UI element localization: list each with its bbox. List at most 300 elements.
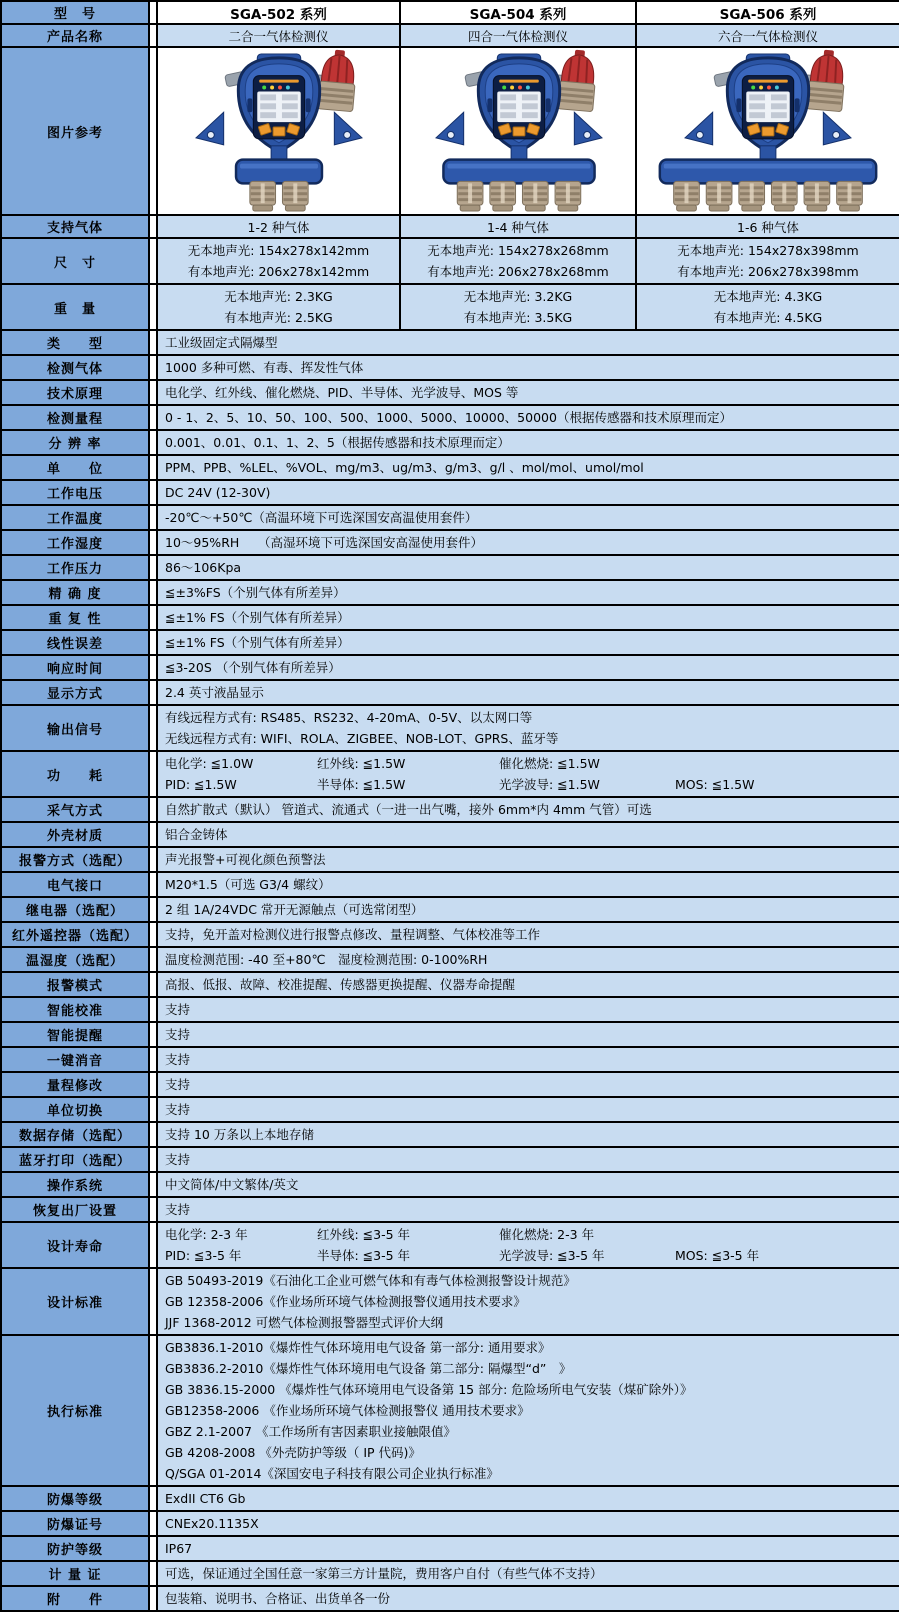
row-value-protection-grade	[157, 1536, 899, 1561]
value-line: 支持	[165, 1077, 191, 1092]
value-line: -20℃～+50℃（高温环境下可选深国安高温使用套件）	[165, 510, 478, 525]
column-gap	[149, 1172, 157, 1197]
sensor-cylinder-icon	[771, 181, 797, 211]
row-label-work-humidity: 工作湿度	[1, 530, 149, 555]
product-image-cell-2	[636, 47, 899, 215]
value-line: 无本地声光: 154x278x268mm	[427, 243, 609, 258]
value-segment: 电化学: ≦1.0W	[165, 756, 254, 771]
value-line: ≦±1% FS（个别气体有所差异）	[165, 635, 350, 650]
column-gap	[149, 1268, 157, 1335]
table-row-linearity	[1, 630, 899, 655]
column-gap	[149, 330, 157, 355]
row-label-weight: 重 量	[1, 284, 149, 330]
value-line: 无线远程方式有: WIFI、ROLA、ZIGBEE、NOB-LOT、GPRS、蓝牙等	[165, 731, 559, 746]
row-value-supported-gases-2: 1-6 种气体	[636, 215, 899, 238]
row-value-range-modify	[157, 1072, 899, 1097]
row-label-linearity: 线性误差	[1, 630, 149, 655]
column-gap	[149, 1147, 157, 1172]
table-row-protection-grade	[1, 1536, 899, 1561]
column-gap	[149, 1197, 157, 1222]
value-line: GB 3836.15-2000 《爆炸性气体环境用电气设备第 15 部分: 危险场所电气安装（煤矿除外）》	[165, 1382, 693, 1397]
table-row-unit-switch	[1, 1097, 899, 1122]
value-line: Q/SGA 01-2014《深国安电子科技有限公司企业执行标准》	[165, 1466, 499, 1481]
table-row-tech-principle	[1, 380, 899, 405]
column-gap	[149, 430, 157, 455]
row-label-work-temp: 工作温度	[1, 505, 149, 530]
column-gap	[149, 605, 157, 630]
row-label-factory-reset: 恢复出厂设置	[1, 1197, 149, 1222]
row-label-response-time: 响应时间	[1, 655, 149, 680]
row-value-tech-principle	[157, 380, 899, 405]
row-value-smart-calibration	[157, 997, 899, 1022]
value-line	[165, 774, 892, 795]
table-row-metering-cert	[1, 1561, 899, 1586]
row-label-detected-gas: 检测气体	[1, 355, 149, 380]
row-value-resolution	[157, 430, 899, 455]
value-segment: 半导体: ≦3-5 年	[317, 1248, 411, 1263]
value-line: 86～106Kpa	[165, 560, 242, 575]
value-segment: 催化燃烧: 2-3 年	[499, 1227, 595, 1242]
product-image-cell-0	[157, 47, 400, 215]
gas-detector-image	[650, 49, 886, 213]
row-label-product-name: 产品名称	[1, 24, 149, 47]
row-value-repeatability	[157, 605, 899, 630]
table-row-design-standard	[1, 1268, 899, 1335]
column-gap	[149, 1072, 157, 1097]
row-value-work-temp	[157, 505, 899, 530]
value-segment: 光学波导: ≦3-5 年	[499, 1248, 605, 1263]
value-segment: 红外线: ≦3-5 年	[317, 1227, 411, 1242]
table-row-housing	[1, 822, 899, 847]
table-row-response-time	[1, 655, 899, 680]
table-row-electrical-port	[1, 872, 899, 897]
row-value-weight-1	[400, 284, 636, 330]
row-label-os: 操作系统	[1, 1172, 149, 1197]
row-label-voltage: 工作电压	[1, 480, 149, 505]
row-label-smart-reminder: 智能提醒	[1, 1022, 149, 1047]
value-line: 无本地声光: 3.2KG	[463, 289, 573, 304]
table-row-accuracy	[1, 580, 899, 605]
product-image-cell-1	[400, 47, 636, 215]
column-gap	[149, 655, 157, 680]
value-line: 有本地声光: 206x278x142mm	[187, 264, 370, 279]
value-line	[165, 753, 892, 774]
row-label-model: 型 号	[1, 1, 149, 24]
display-screen	[487, 76, 550, 139]
column-gap	[149, 405, 157, 430]
value-line: 声光报警+可视化颜色预警法	[165, 852, 326, 867]
value-line: 中文简体/中文繁体/英文	[165, 1177, 299, 1192]
column-gap	[149, 1586, 157, 1611]
series-header-model-1: SGA-504 系列	[400, 1, 636, 24]
sensor-cylinder-icon	[522, 181, 548, 211]
column-gap	[149, 1022, 157, 1047]
column-gap	[149, 555, 157, 580]
row-value-smart-reminder	[157, 1022, 899, 1047]
sensor-cylinder-icon	[249, 181, 275, 211]
sensor-manifold	[236, 160, 322, 184]
table-row-product-image	[1, 47, 899, 215]
value-line: 高报、低报、故障、校准提醒、传感器更换提醒、仪器寿命提醒	[165, 977, 516, 992]
table-row-dimensions	[1, 238, 899, 284]
value-line: 支持	[165, 1202, 191, 1217]
value-line: 2 组 1A/24VDC 常开无源触点（可选常闭型）	[165, 902, 424, 917]
column-gap	[149, 822, 157, 847]
row-value-relay	[157, 897, 899, 922]
row-label-metering-cert: 计 量 证	[1, 1561, 149, 1586]
row-value-voltage	[157, 480, 899, 505]
column-gap	[149, 1047, 157, 1072]
value-line: 包装箱、说明书、合格证、出货单各一份	[165, 1591, 391, 1606]
row-label-bt-print: 蓝牙打印（选配）	[1, 1147, 149, 1172]
value-segment: PID: ≦1.5W	[165, 777, 237, 792]
row-value-product-name-1: 四合一气体检测仪	[400, 24, 636, 47]
column-gap	[149, 1222, 157, 1268]
table-row-display	[1, 680, 899, 705]
value-line: GB3836.1-2010《爆炸性气体环境用电气设备 第一部分: 通用要求》	[165, 1340, 551, 1355]
row-label-power-consumption: 功 耗	[1, 751, 149, 797]
value-line: ExdII CT6 Gb	[165, 1491, 246, 1506]
value-line: 支持	[165, 1102, 191, 1117]
value-line: GB 12358-2006《作业场所环境气体检测报警仪通用技术要求》	[165, 1294, 526, 1309]
value-segment: MOS: ≦3-5 年	[675, 1248, 760, 1263]
table-row-model	[1, 1, 899, 24]
row-value-supported-gases-0: 1-2 种气体	[157, 215, 400, 238]
row-value-work-pressure	[157, 555, 899, 580]
value-line: GB12358-2006 《作业场所环境气体检测报警仪 通用技术要求》	[165, 1403, 530, 1418]
row-label-explosion-proof-cert: 防爆证号	[1, 1511, 149, 1536]
row-label-protection-grade: 防护等级	[1, 1536, 149, 1561]
value-line	[165, 1245, 892, 1266]
row-value-accessories	[157, 1586, 899, 1611]
row-value-dimensions-1	[400, 238, 636, 284]
value-line: GB 50493-2019《石油化工企业可燃气体和有毒气体检测报警设计规范》	[165, 1273, 576, 1288]
row-label-range-modify: 量程修改	[1, 1072, 149, 1097]
row-label-data-storage: 数据存储（选配）	[1, 1122, 149, 1147]
value-line: M20*1.5（可选 G3/4 螺纹）	[165, 877, 331, 892]
column-gap	[149, 1335, 157, 1486]
gas-detector-image	[401, 49, 636, 213]
table-row-voltage	[1, 480, 899, 505]
row-value-product-name-0: 二合一气体检测仪	[157, 24, 400, 47]
table-row-repeatability	[1, 605, 899, 630]
value-line: 有本地声光: 206x278x398mm	[677, 264, 859, 279]
table-row-temp-humidity	[1, 947, 899, 972]
sensor-cylinder-icon	[490, 181, 516, 211]
value-line: 无本地声光: 4.3KG	[713, 289, 823, 304]
column-gap	[149, 872, 157, 897]
row-label-unit: 单 位	[1, 455, 149, 480]
gas-detector-image	[161, 49, 397, 213]
table-row-ir-remote	[1, 922, 899, 947]
value-segment: 红外线: ≦1.5W	[317, 756, 406, 771]
value-segment: 半导体: ≦1.5W	[317, 777, 406, 792]
table-row-alarm-mode-opt	[1, 847, 899, 872]
row-label-smart-calibration: 智能校准	[1, 997, 149, 1022]
column-gap	[149, 480, 157, 505]
row-value-power-consumption	[157, 751, 899, 797]
table-row-product-name	[1, 24, 899, 47]
row-label-range: 检测量程	[1, 405, 149, 430]
value-line: 有本地声光: 2.5KG	[224, 310, 333, 325]
column-gap	[149, 1511, 157, 1536]
row-label-alarm-modes: 报警模式	[1, 972, 149, 997]
value-line: 0 - 1、2、5、10、50、100、500、1000、5000、10000、50000（根据传感器和技术原理而定）	[165, 410, 732, 425]
row-value-data-storage	[157, 1122, 899, 1147]
column-gap	[149, 215, 157, 238]
row-label-ir-remote: 红外遥控器（选配）	[1, 922, 149, 947]
value-line: 铝合金铸体	[165, 827, 228, 842]
row-value-weight-0	[157, 284, 400, 330]
row-label-output-signal: 输出信号	[1, 705, 149, 751]
row-label-product-image: 图片参考	[1, 47, 149, 215]
row-value-electrical-port	[157, 872, 899, 897]
column-gap	[149, 847, 157, 872]
column-gap	[149, 947, 157, 972]
sensor-manifold	[660, 160, 876, 184]
row-value-metering-cert	[157, 1561, 899, 1586]
value-line: 无本地声光: 154x278x398mm	[677, 243, 859, 258]
column-gap	[149, 47, 157, 215]
column-gap	[149, 238, 157, 284]
value-line: ≦3-20S （个别气体有所差异）	[165, 660, 341, 675]
row-label-temp-humidity: 温湿度（选配）	[1, 947, 149, 972]
column-gap	[149, 580, 157, 605]
table-row-smart-calibration	[1, 997, 899, 1022]
row-label-tech-principle: 技术原理	[1, 380, 149, 405]
column-gap	[149, 680, 157, 705]
column-gap	[149, 530, 157, 555]
row-value-ir-remote	[157, 922, 899, 947]
table-row-accessories	[1, 1586, 899, 1611]
column-gap	[149, 1, 157, 24]
sensor-cylinder-icon	[282, 181, 308, 211]
series-header-model-2: SGA-506 系列	[636, 1, 899, 24]
column-gap	[149, 630, 157, 655]
value-line: 支持，免开盖对检测仪进行报警点修改、量程调整、气体校准等工作	[165, 927, 541, 942]
table-row-alarm-modes	[1, 972, 899, 997]
column-gap	[149, 797, 157, 822]
table-row-work-humidity	[1, 530, 899, 555]
table-row-resolution	[1, 430, 899, 455]
column-gap	[149, 897, 157, 922]
row-value-housing	[157, 822, 899, 847]
row-value-execution-standard	[157, 1335, 899, 1486]
row-label-one-key-mute: 一键消音	[1, 1047, 149, 1072]
table-row-relay	[1, 897, 899, 922]
column-gap	[149, 1122, 157, 1147]
value-line: GBZ 2.1-2007 《工作场所有害因素职业接触限值》	[165, 1424, 456, 1439]
row-label-relay: 继电器（选配）	[1, 897, 149, 922]
value-line: 温度检测范围: -40 至+80℃ 湿度检测范围: 0-100%RH	[165, 952, 488, 967]
series-header-model-0: SGA-502 系列	[157, 1, 400, 24]
value-line: 支持	[165, 1002, 191, 1017]
row-value-accuracy	[157, 580, 899, 605]
row-value-dimensions-0	[157, 238, 400, 284]
sensor-cylinder-icon	[555, 181, 581, 211]
row-value-detected-gas	[157, 355, 899, 380]
row-value-type	[157, 330, 899, 355]
row-label-design-life: 设计寿命	[1, 1222, 149, 1268]
column-gap	[149, 705, 157, 751]
table-row-factory-reset	[1, 1197, 899, 1222]
table-row-data-storage	[1, 1122, 899, 1147]
table-row-work-temp	[1, 505, 899, 530]
column-gap	[149, 1561, 157, 1586]
value-line: 1000 多种可燃、有毒、挥发性气体	[165, 360, 364, 375]
row-value-display	[157, 680, 899, 705]
row-value-sampling	[157, 797, 899, 822]
value-line: DC 24V (12-30V)	[165, 485, 271, 500]
table-row-range-modify	[1, 1072, 899, 1097]
row-value-unit	[157, 455, 899, 480]
row-label-repeatability: 重 复 性	[1, 605, 149, 630]
row-value-one-key-mute	[157, 1047, 899, 1072]
value-line: GB3836.2-2010《爆炸性气体环境用电气设备 第二部分: 隔爆型“d” 》	[165, 1361, 572, 1376]
row-value-alarm-modes	[157, 972, 899, 997]
table-row-power-consumption	[1, 751, 899, 797]
value-line: JJF 1368-2012 可燃气体检测报警器型式评价大纲	[165, 1315, 444, 1330]
row-value-explosion-proof-cert	[157, 1511, 899, 1536]
sensor-cylinder-icon	[739, 181, 765, 211]
row-label-execution-standard: 执行标准	[1, 1335, 149, 1486]
row-value-supported-gases-1: 1-4 种气体	[400, 215, 636, 238]
table-row-smart-reminder	[1, 1022, 899, 1047]
sensor-cylinder-icon	[706, 181, 732, 211]
table-row-unit	[1, 455, 899, 480]
row-label-explosion-proof-grade: 防爆等级	[1, 1486, 149, 1511]
table-row-explosion-proof-grade	[1, 1486, 899, 1511]
value-line: 有本地声光: 4.5KG	[713, 310, 823, 325]
value-line: 有本地声光: 3.5KG	[463, 310, 573, 325]
value-segment: MOS: ≦1.5W	[675, 777, 755, 792]
row-label-accuracy: 精 确 度	[1, 580, 149, 605]
value-line: 支持	[165, 1052, 191, 1067]
column-gap	[149, 972, 157, 997]
value-line: ≦±3%FS（个别气体有所差异）	[165, 585, 346, 600]
table-row-os	[1, 1172, 899, 1197]
display-screen	[247, 76, 310, 139]
value-segment: 催化燃烧: ≦1.5W	[499, 756, 600, 771]
sensor-manifold	[443, 160, 594, 184]
display-screen	[736, 76, 799, 139]
table-row-design-life	[1, 1222, 899, 1268]
row-label-unit-switch: 单位切换	[1, 1097, 149, 1122]
row-label-housing: 外壳材质	[1, 822, 149, 847]
column-gap	[149, 1486, 157, 1511]
column-gap	[149, 1097, 157, 1122]
value-segment: 光学波导: ≦1.5W	[499, 777, 600, 792]
table-row-bt-print	[1, 1147, 899, 1172]
table-row-work-pressure	[1, 555, 899, 580]
table-row-sampling	[1, 797, 899, 822]
column-gap	[149, 284, 157, 330]
table-row-supported-gases	[1, 215, 899, 238]
row-value-design-standard	[157, 1268, 899, 1335]
row-value-bt-print	[157, 1147, 899, 1172]
value-line: 无本地声光: 2.3KG	[224, 289, 333, 304]
value-line: 10～95%RH （高湿环境下可选深国安高湿使用套件）	[165, 535, 484, 550]
column-gap	[149, 505, 157, 530]
row-label-resolution: 分 辨 率	[1, 430, 149, 455]
column-gap	[149, 455, 157, 480]
sensor-cylinder-icon	[804, 181, 830, 211]
row-label-supported-gases: 支持气体	[1, 215, 149, 238]
row-label-work-pressure: 工作压力	[1, 555, 149, 580]
row-label-accessories: 附 件	[1, 1586, 149, 1611]
row-value-temp-humidity	[157, 947, 899, 972]
row-value-range	[157, 405, 899, 430]
row-value-linearity	[157, 630, 899, 655]
value-line: 有线远程方式有: RS485、RS232、4-20mA、0-5V、以太网口等	[165, 710, 533, 725]
row-value-product-name-2: 六合一气体检测仪	[636, 24, 899, 47]
sensor-cylinder-icon	[457, 181, 483, 211]
row-value-dimensions-2	[636, 238, 899, 284]
row-value-work-humidity	[157, 530, 899, 555]
value-line: 0.001、0.01、0.1、1、2、5（根据传感器和技术原理而定）	[165, 435, 510, 450]
table-row-output-signal	[1, 705, 899, 751]
table-row-one-key-mute	[1, 1047, 899, 1072]
row-value-unit-switch	[157, 1097, 899, 1122]
table-row-weight	[1, 284, 899, 330]
value-line: CNEx20.1135X	[165, 1516, 259, 1531]
value-line: 支持 10 万条以上本地存储	[165, 1127, 314, 1142]
value-line: 支持	[165, 1027, 191, 1042]
column-gap	[149, 997, 157, 1022]
row-value-weight-2	[636, 284, 899, 330]
row-value-output-signal	[157, 705, 899, 751]
value-line: IP67	[165, 1541, 193, 1556]
row-label-type: 类 型	[1, 330, 149, 355]
column-gap	[149, 380, 157, 405]
row-value-design-life	[157, 1222, 899, 1268]
column-gap	[149, 1536, 157, 1561]
value-line: GB 4208-2008 《外壳防护等级（ IP 代码)》	[165, 1445, 421, 1460]
row-value-factory-reset	[157, 1197, 899, 1222]
value-line	[165, 1224, 892, 1245]
table-row-explosion-proof-cert	[1, 1511, 899, 1536]
table-row-detected-gas	[1, 355, 899, 380]
column-gap	[149, 24, 157, 47]
value-line: 工业级固定式隔爆型	[165, 335, 278, 350]
row-label-dimensions: 尺 寸	[1, 238, 149, 284]
row-value-response-time	[157, 655, 899, 680]
row-label-design-standard: 设计标准	[1, 1268, 149, 1335]
row-label-electrical-port: 电气接口	[1, 872, 149, 897]
row-label-sampling: 采气方式	[1, 797, 149, 822]
value-line: 可选，保证通过全国任意一家第三方计量院，费用客户自付（有些气体不支持）	[165, 1566, 603, 1581]
value-line: 自然扩散式（默认） 管道式、流通式（一进一出气嘴，接外 6mm*内 4mm 气管）可选	[165, 802, 652, 817]
value-line: 有本地声光: 206x278x268mm	[427, 264, 609, 279]
row-value-alarm-mode-opt	[157, 847, 899, 872]
value-line: PPM、PPB、%LEL、%VOL、mg/m3、ug/m3、g/m3、g/l 、mol/mol、umol/mol	[165, 460, 644, 475]
value-line: 2.4 英寸液晶显示	[165, 685, 264, 700]
table-row-type	[1, 330, 899, 355]
value-line: 支持	[165, 1152, 191, 1167]
sensor-cylinder-icon	[837, 181, 863, 211]
row-value-os	[157, 1172, 899, 1197]
value-line: ≦±1% FS（个别气体有所差异）	[165, 610, 350, 625]
value-segment: PID: ≦3-5 年	[165, 1248, 242, 1263]
row-label-alarm-mode-opt: 报警方式（选配）	[1, 847, 149, 872]
column-gap	[149, 922, 157, 947]
column-gap	[149, 355, 157, 380]
value-line: 无本地声光: 154x278x142mm	[187, 243, 370, 258]
column-gap	[149, 751, 157, 797]
value-line: 电化学、红外线、催化燃烧、PID、半导体、光学波导、MOS 等	[165, 385, 519, 400]
row-label-display: 显示方式	[1, 680, 149, 705]
row-value-explosion-proof-grade	[157, 1486, 899, 1511]
